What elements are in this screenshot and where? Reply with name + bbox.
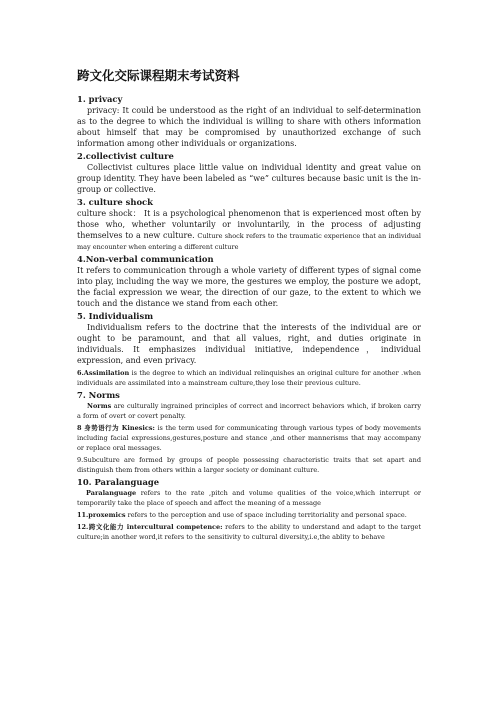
entry-heading: 1. privacy [77, 94, 123, 104]
entry-paralanguage [77, 477, 421, 508]
entry-collectivist-culture [77, 151, 421, 195]
entry-heading: 4.Non-verbal communication [77, 254, 214, 264]
entry-assimilation [77, 368, 421, 388]
entry-kinesics [77, 423, 421, 453]
entry-text [77, 208, 421, 252]
entry-text [77, 401, 421, 421]
entry-heading: 9.Subculture [77, 456, 120, 464]
entry-text: It refers to communication through a whole variety of different types of signal come into play, including the way we more, the gestures we employ, the posture we adopt, the facial expression we wear, the direction of our gaze, to the extent to which we touch and the distance we stand from each other. [77, 266, 421, 308]
entry-definition: are culturally ingrained principles of correct and incorrect behaviors which, if broken carry a form of overt or covert penalty. [77, 402, 421, 420]
entry-nonverbal-communication [77, 254, 421, 309]
entry-norms [77, 390, 421, 421]
entry-individualism [77, 311, 421, 366]
entry-text: refers to the ability to understand and adapt to the target culture;in another word,it refers to the sensitivity to cultural diversity,i.e,the ablity to behave [77, 523, 421, 541]
entry-privacy [77, 94, 421, 149]
entry-text-small: Culture shock refers to the traumatic experience that an individual may encounter when entering a different culture [77, 232, 422, 251]
entry-text: Collectivist cultures place little value on individual identity and great value on group identity. They have been labeled as “we” cultures because basic unit is the in-group or collective. [77, 163, 421, 194]
entry-lead-term: Norms [87, 402, 112, 410]
entry-text: is the degree to which an individual relinquishes an original culture for another .when individuals are assimilated into a mainstream culture,they lose their previous culture. [77, 369, 421, 387]
entry-heading: 3. culture shock [77, 197, 153, 207]
entry-text: privacy: It could be understood as the right of an individual to self-determination as to the degree to which the individual is willing to share with others information about himself that may be compromised by unauthorized exchange of such information among other individuals or organizations. [77, 106, 421, 148]
entry-text: Individualism refers to the doctrine that the interests of the individual are or ought to be paramount, and that all values, right, and duties originate in individuals. It emphasizes individual initiative, independence，individual expression, and even privacy. [77, 323, 421, 365]
entry-text [77, 488, 421, 508]
entry-culture-shock [77, 197, 421, 252]
entry-heading: 10. Paralanguage [77, 477, 160, 487]
entry-subculture [77, 455, 421, 475]
entry-text: are formed by groups of people possessing characteristic traits that set apart and distinguish them from others within a larger society or dominant culture. [77, 456, 421, 474]
entry-text: refers to the perception and use of space including territoriality and personal space. [127, 511, 407, 519]
entry-intercultural-competence [77, 522, 421, 542]
document-page [77, 66, 421, 544]
entry-heading: 11.proxemics [77, 511, 126, 519]
entry-text-main: culture shock： It is a psychological phenomenon that is experienced most often by those who, whether voluntarily or involuntarily, in the process of adjusting themselves to a new culture. [77, 209, 421, 240]
entry-heading: 5. Individualism [77, 311, 154, 321]
page-title: 跨文化交际课程期末考试资料 [77, 68, 240, 83]
entry-heading: 2.collectivist culture [77, 151, 174, 161]
entry-text: is the term used for communicating through various types of body movements including facial expressions,gestures,posture and stance ,and other mannerisms that may accompany or replace oral messages. [77, 424, 421, 452]
entry-heading: 8 身势语行为 Kinesics: [77, 424, 155, 432]
entry-heading: 7. Norms [77, 390, 120, 400]
entry-definition: refers to the rate ,pitch and volume qualities of the voice,which interrupt or temporarily take the place of speech and affect the meaning of a message [77, 489, 421, 507]
entry-proxemics [77, 510, 421, 520]
entry-heading: 6.Assimilation [77, 369, 130, 377]
entry-lead-term: Paralanguage [86, 489, 137, 497]
entry-heading: 12.跨文化能力 intercultural competence: [77, 523, 223, 531]
